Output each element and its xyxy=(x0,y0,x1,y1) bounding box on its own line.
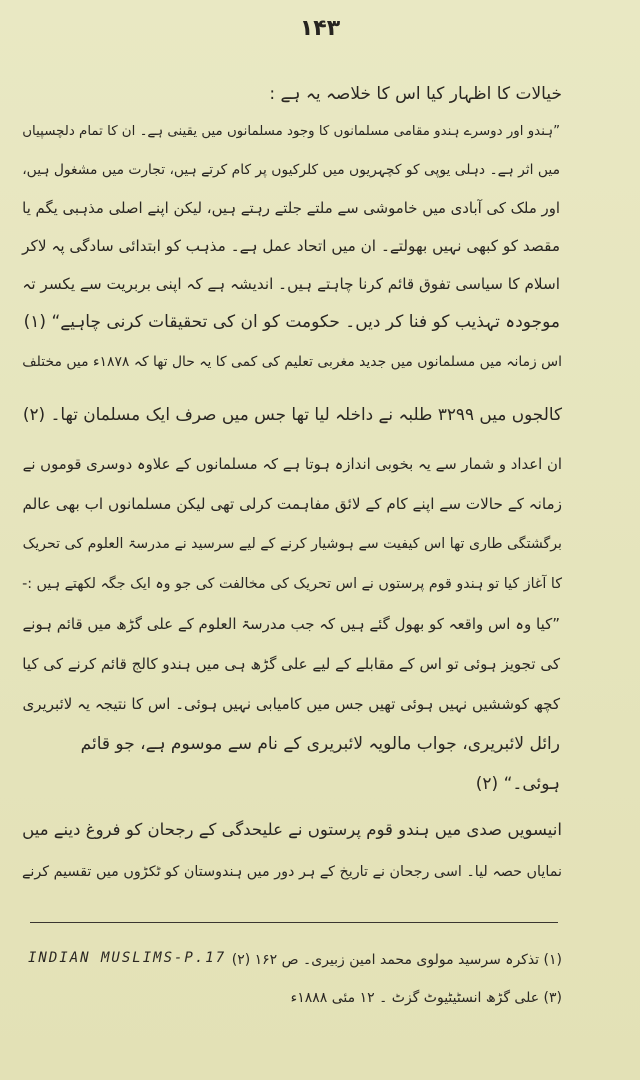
quote-line: اسلام کا سیاسی تفوق قائم کرنا چاہتے ہیں۔ اندیشہ ہے کہ اپنی بربریت سے یکسر تہ xyxy=(22,275,560,293)
footnote-divider xyxy=(30,922,558,923)
quote-line: رائل لائبریری، جواب مالویہ لائبریری کے نام سے موسوم ہے، جو قائم xyxy=(80,734,560,754)
text-line: ان اعداد و شمار سے یہ بخوبی اندازہ ہوتا ہے کہ مسلمانوں کے علاوہ دوسری قوموں نے xyxy=(22,455,562,473)
quote-line: کی تجویز ہوئی تو اس کے مقابلے کے لیے علی گڑھ ہی میں ہندو کالج قائم کرنے کی کیا xyxy=(22,655,560,673)
footnote-line: (۱) تذکرہ سرسید مولوی محمد امین زبیری۔ ص ۱۶۲ (۲) xyxy=(231,952,562,968)
text-line: انیسویں صدی میں ہندو قوم پرستوں نے علیحدگی کے رجحان کو فروغ دینے میں xyxy=(22,820,562,839)
text-line: نمایاں حصہ لیا۔ اسی رجحان نے تاریخ کے ہر دور میں ہندوستان کو ٹکڑوں میں تقسیم کرنے xyxy=(21,864,562,880)
quote-line: مقصد کو کبھی نہیں بھولتے۔ ان میں اتحاد عمل ہے۔ مذہب کو ابتدائی سادگی پہ لاکر xyxy=(22,237,560,255)
quote-line: ”کیا وہ اس واقعہ کو بھول گئے ہیں کہ جب مدرسۃ العلوم کے علی گڑھ میں قائم ہونے xyxy=(22,615,560,633)
quote-line: ”ہندو اور دوسرے ہندو مقامی مسلمانوں کا وجود مسلمانوں میں یقینی ہے۔ ان کا تمام دلچسپیاں xyxy=(22,124,560,139)
text-line: اس زمانہ میں مسلمانوں میں جدید مغربی تعلیم کی کمی کا یہ حال تھا کہ ۱۸۷۸ء میں مختلف xyxy=(22,354,562,370)
text-line: کالجوں میں ۳۲۹۹ طلبہ نے داخلہ لیا تھا جس میں صرف ایک مسلمان تھا۔ (۲) xyxy=(22,404,562,424)
footnote-english-ref: INDIAN MUSLIMS-P.17 xyxy=(28,950,227,966)
text-line: خیالات کا اظہار کیا اس کا خلاصہ یہ ہے : xyxy=(269,84,562,104)
quote-line: کچھ کوششیں نہیں ہوئی تھیں جس میں کامیابی نہیں ہوئی۔ اس کا نتیجہ یہ لائبریری xyxy=(22,695,560,713)
quote-line: ہوئی۔“ (۲) xyxy=(475,774,560,794)
quote-line: موجودہ تہذیب کو فنا کر دیں۔ حکومت کو ان کی تحقیقات کرنی چاہیے“ (۱) xyxy=(23,312,560,332)
footnote-line: (۳) علی گڑھ انسٹیٹیوٹ گزٹ ۔ ۱۲ مئی ۱۸۸۸ء xyxy=(290,990,562,1006)
quote-line: میں اثر ہے۔ دہلی یوپی کو کچہریوں میں کلرکیوں پر کام کرتے ہیں، تجارت میں مشغول ہیں، xyxy=(22,162,560,178)
quote-line: اور ملک کی آبادی میں خاموشی سے ملتے جلتے رہتے ہیں، لیکن اپنے اصلی مذہبی یگم یا xyxy=(22,199,560,217)
page-number: ۱۴۳ xyxy=(299,16,341,41)
text-line: برگشتگی طاری تھا اس کیفیت سے ہوشیار کرنے کے لیے سرسید نے مدرسۃ العلوم کی تحریک xyxy=(22,536,562,552)
text-line: کا آغاز کیا تو ہندو قوم پرستوں نے اس تحریک کی مخالفت کی جو وہ ایک جگہ لکھتے ہیں :- xyxy=(22,576,562,592)
text-line: زمانہ کے حالات سے اپنے کام کے لائق مفاہمت کرلی تھی لیکن مسلمانوں اب بھی عالم xyxy=(22,495,562,513)
